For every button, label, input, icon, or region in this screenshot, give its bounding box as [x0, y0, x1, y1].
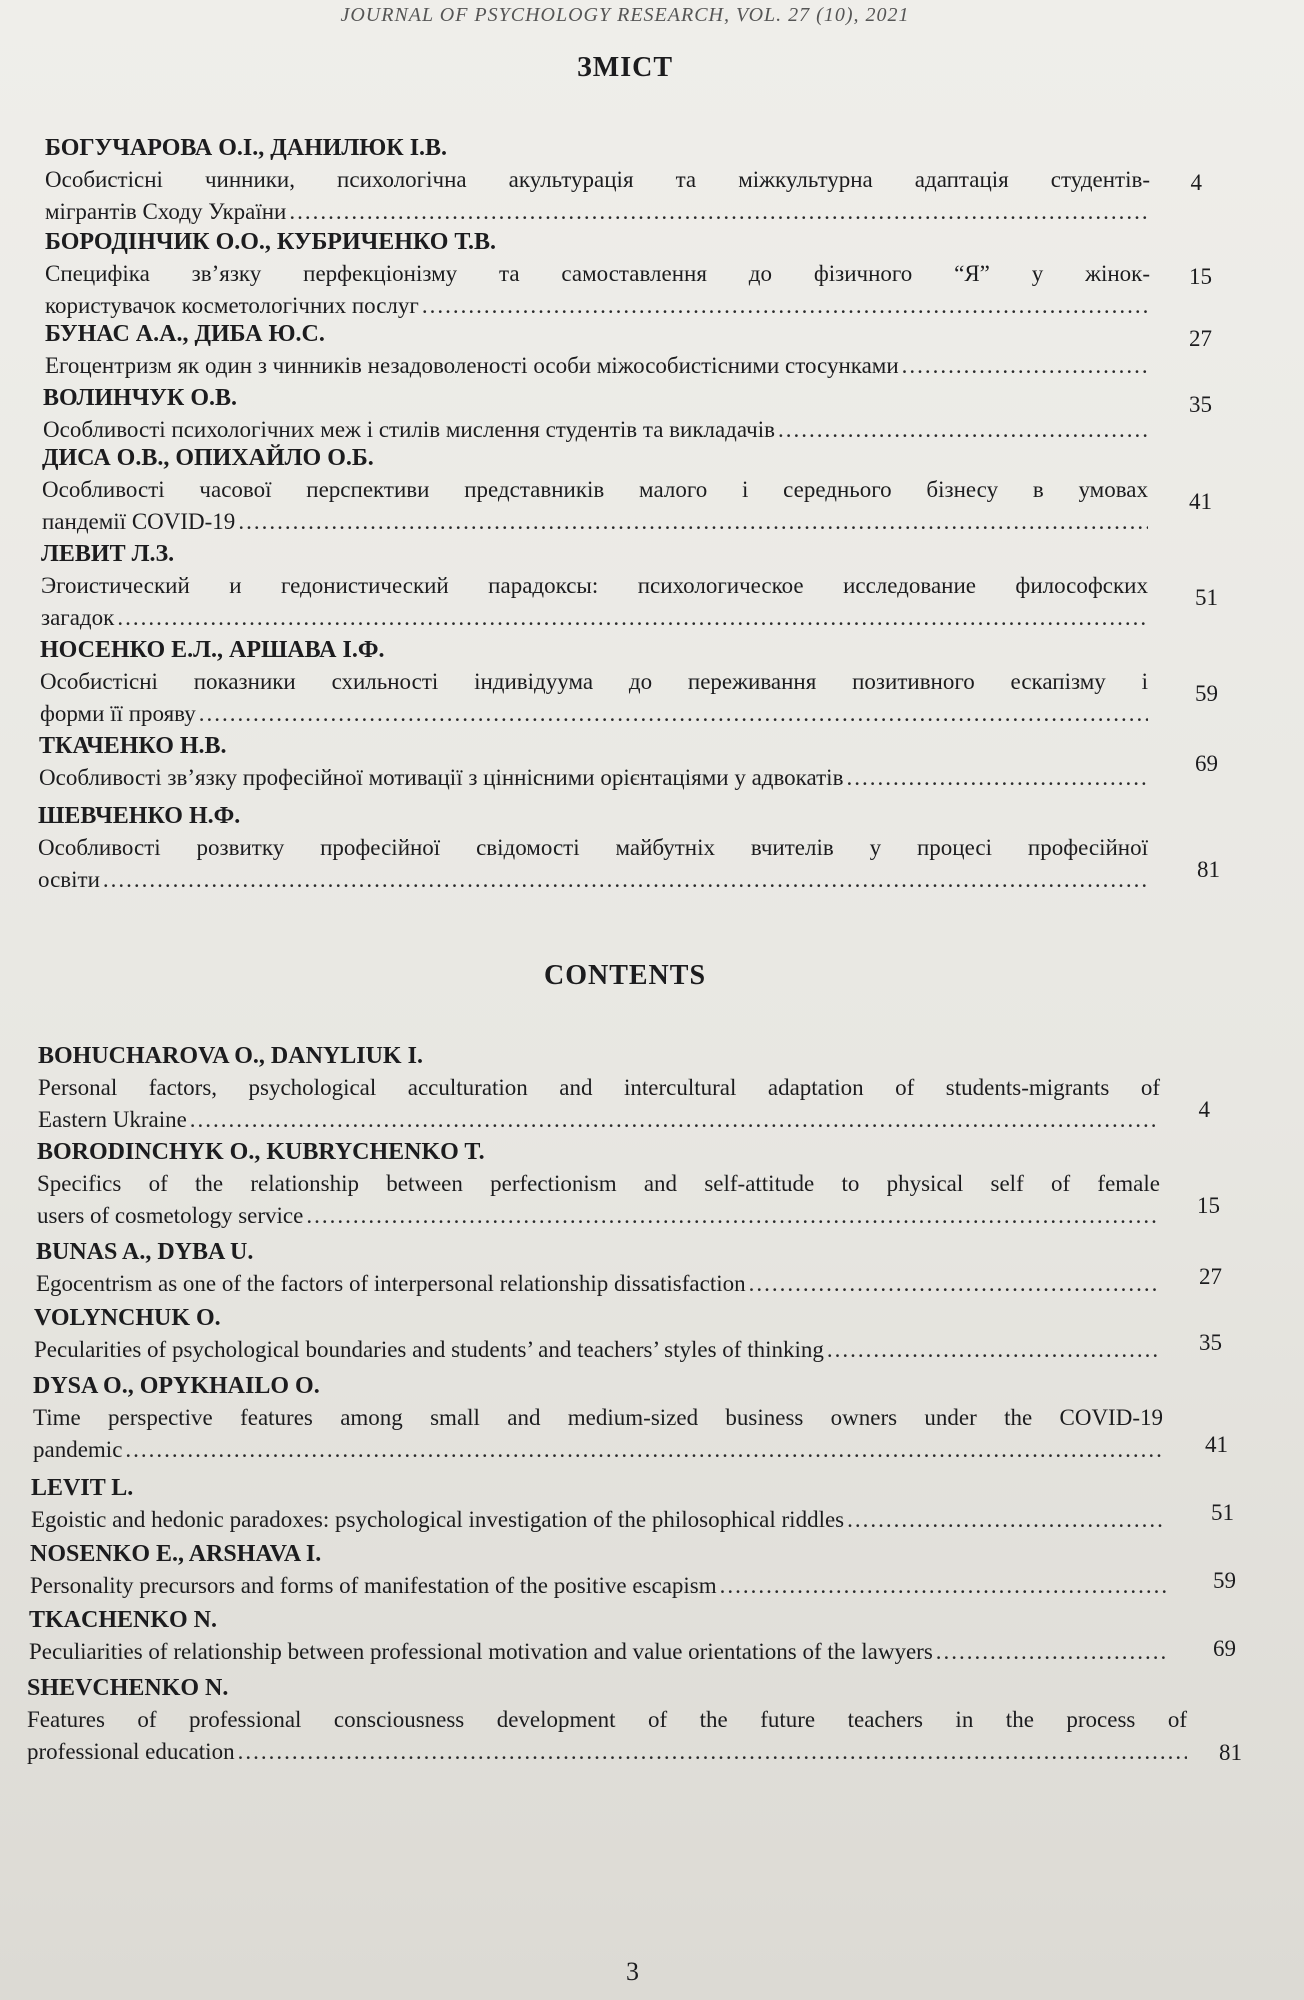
entry-authors: ДИСА О.В., ОПИХАЙЛО О.Б. [42, 445, 374, 471]
entry-page-number: 27 [1189, 326, 1212, 351]
dot-leader [125, 1434, 1163, 1466]
entry-page-number: 15 [1197, 1193, 1220, 1218]
entry-leader-line [29, 1636, 1167, 1668]
dot-leader [190, 1104, 1160, 1136]
entry-leader-line [41, 602, 1148, 634]
toc-entry [37, 1136, 1160, 1232]
dot-leader [749, 1268, 1160, 1300]
entry-title-line: форми її прояву [40, 701, 196, 726]
entry-authors: NOSENKO E., ARSHAVA I. [30, 1541, 322, 1567]
dot-leader [902, 350, 1150, 382]
entry-title-line: Специфіка зв’язку перфекціонізму та самоставлення до фізичного “Я” у жінок- [45, 261, 1150, 286]
entry-authors: BOHUCHAROVA O., DANYLIUK I. [38, 1043, 423, 1069]
page-number: 3 [626, 1957, 639, 1986]
entry-authors: SHEVCHENKO N. [27, 1675, 229, 1701]
entry-leader-line [39, 762, 1148, 794]
entry-title-line: мігрантів Сходу України [45, 199, 287, 224]
toc-entry [31, 1472, 1165, 1536]
entry-title-line: Особистісні чинники, психологічна акультурація та міжкультурна адаптація студентів- [45, 167, 1150, 192]
entry-leader-line [33, 1434, 1163, 1466]
entry-authors: ШЕВЧЕНКО Н.Ф. [38, 803, 241, 829]
entry-leader-line [38, 1104, 1160, 1136]
dot-leader [238, 506, 1148, 538]
entry-page-number: 81 [1197, 857, 1220, 882]
entry-page-number: 59 [1195, 681, 1218, 706]
entry-leader-line [27, 1736, 1187, 1768]
entry-title-line: Егоцентризм як один з чинників незадоволеності особи міжособистісними стосунками [45, 353, 899, 378]
dot-leader [847, 1504, 1165, 1536]
entry-page-number: 69 [1213, 1636, 1236, 1661]
entry-title-line: Specifics of the relationship between perfectionism and self-attitude to physical self of female [37, 1171, 1160, 1196]
entry-title-line: Egoistic and hedonic paradoxes: psychological investigation of the philosophical riddles [31, 1507, 845, 1532]
entry-authors: БУНАС А.А., ДИБА Ю.С. [45, 321, 325, 347]
entry-title-line: Особливості зв’язку професійної мотивації з ціннісними орієнтаціями у адвокатів [39, 765, 844, 790]
entry-authors: TKACHENKO N. [29, 1607, 218, 1633]
entry-title-line: загадок [41, 605, 115, 630]
entry-leader-line [45, 196, 1150, 228]
toc-entry [41, 538, 1148, 634]
toc-entry [42, 442, 1148, 538]
entry-authors: DYSA O., OPYKHAILO O. [33, 1373, 320, 1399]
dot-leader [238, 1736, 1187, 1768]
entry-title-line: Особистісні показники схильності індивідуума до переживання позитивного ескапізму і [40, 669, 1148, 694]
entry-authors: ЛЕВИТ Л.З. [41, 541, 175, 567]
entry-authors: ВОЛИНЧУК О.В. [43, 385, 238, 411]
entry-page-number: 69 [1195, 751, 1218, 776]
entry-leader-line [42, 506, 1148, 538]
entry-authors: BORODINCHYK O., KUBRYCHENKO T. [37, 1139, 485, 1165]
entry-title-line: Особливості розвитку професійної свідомості майбутніх вчителів у процесі професійної [38, 835, 1148, 860]
entry-title-line: professional education [27, 1739, 235, 1764]
entry-authors: ТКАЧЕНКО Н.В. [39, 733, 227, 759]
entry-page-number: 41 [1205, 1432, 1228, 1457]
toc-entry [30, 1538, 1166, 1602]
dot-leader [117, 602, 1148, 634]
dot-leader [103, 864, 1148, 896]
dot-leader [936, 1636, 1167, 1668]
entry-title-line: Pecularities of psychological boundaries and students’ and teachers’ styles of thinking [34, 1337, 824, 1362]
entry-title-line: Особливості часової перспективи представників малого і середнього бізнесу в умовах [42, 477, 1148, 502]
toc-entry [45, 226, 1150, 322]
entry-title-line: Peculiarities of relationship between professional motivation and value orientations of the lawyers [29, 1639, 933, 1664]
entry-page-number: 81 [1219, 1740, 1242, 1765]
entry-title-line: users of cosmetology service [37, 1203, 304, 1228]
section-title-ukrainian: ЗМІСТ [577, 52, 673, 83]
entry-leader-line [31, 1504, 1165, 1536]
entry-page-number: 35 [1189, 392, 1212, 417]
entry-title-line: Time perspective features among small and medium-sized business owners under the COVID-19 [33, 1405, 1163, 1430]
entry-leader-line [40, 698, 1148, 730]
toc-entry [45, 318, 1150, 382]
entry-authors: VOLYNCHUK O. [34, 1305, 221, 1331]
entry-leader-line [34, 1334, 1160, 1366]
running-head: JOURNAL OF PSYCHOLOGY RESEARCH, VOL. 27 (10), 2021 [340, 4, 910, 26]
entry-title-line: освіти [38, 867, 100, 892]
toc-entry [36, 1236, 1160, 1300]
entry-page-number: 4 [1198, 1097, 1210, 1122]
entry-page-number: 51 [1195, 585, 1218, 610]
dot-leader [846, 762, 1148, 794]
entry-title-line: Egocentrism as one of the factors of interpersonal relationship dissatisfaction [36, 1271, 746, 1296]
entry-title-line: пандемії COVID-19 [42, 509, 236, 534]
entry-leader-line [36, 1268, 1160, 1300]
toc-entry [38, 1040, 1160, 1136]
entry-authors: НОСЕНКО Е.Л., АРШАВА І.Ф. [40, 637, 385, 663]
entry-title-line: Personal factors, psychological acculturation and intercultural adaptation of students-migrants of [38, 1075, 1160, 1100]
toc-entry [43, 382, 1148, 446]
entry-page-number: 4 [1190, 170, 1202, 195]
entry-leader-line [38, 864, 1148, 896]
entry-authors: BUNAS A., DYBA U. [36, 1239, 254, 1265]
entry-title-line: користувачок косметологічних послуг [45, 293, 419, 318]
entry-title-line: Eastern Ukraine [38, 1107, 187, 1132]
entry-page-number: 41 [1189, 489, 1212, 514]
toc-entry [38, 800, 1148, 896]
entry-title-line: Особливості психологічних меж і стилів мислення студентів та викладачів [43, 417, 775, 442]
dot-leader [306, 1200, 1160, 1232]
entry-page-number: 27 [1199, 1264, 1222, 1289]
toc-entry [29, 1604, 1167, 1668]
toc-entry [34, 1302, 1160, 1366]
entry-authors: LEVIT L. [31, 1475, 134, 1501]
entry-title-line: Эгоистический и гедонистический парадоксы: психологическое исследование философских [41, 573, 1148, 598]
entry-leader-line [37, 1200, 1160, 1232]
toc-entry [40, 634, 1148, 730]
dot-leader [199, 698, 1148, 730]
entry-leader-line [45, 350, 1150, 382]
dot-leader [289, 196, 1150, 228]
entry-leader-line [30, 1570, 1166, 1602]
toc-entry [39, 730, 1148, 794]
toc-entry [45, 132, 1150, 228]
section-title-english: CONTENTS [543, 960, 707, 991]
entry-page-number: 59 [1213, 1568, 1236, 1593]
toc-entry [27, 1672, 1187, 1768]
toc-entry [33, 1370, 1163, 1466]
entry-page-number: 51 [1211, 1500, 1234, 1525]
entry-title-line: Personality precursors and forms of manifestation of the positive escapism [30, 1573, 717, 1598]
entry-page-number: 35 [1199, 1330, 1222, 1355]
entry-authors: БОРОДІНЧИК О.О., КУБРИЧЕНКО Т.В. [45, 229, 497, 255]
entry-page-number: 15 [1189, 264, 1212, 289]
entry-authors: БОГУЧАРОВА О.І., ДАНИЛЮК І.В. [45, 135, 448, 161]
entry-title-line: pandemic [33, 1437, 123, 1462]
dot-leader [720, 1570, 1166, 1602]
dot-leader [827, 1334, 1160, 1366]
entry-title-line: Features of professional consciousness development of the future teachers in the process of [27, 1707, 1187, 1732]
